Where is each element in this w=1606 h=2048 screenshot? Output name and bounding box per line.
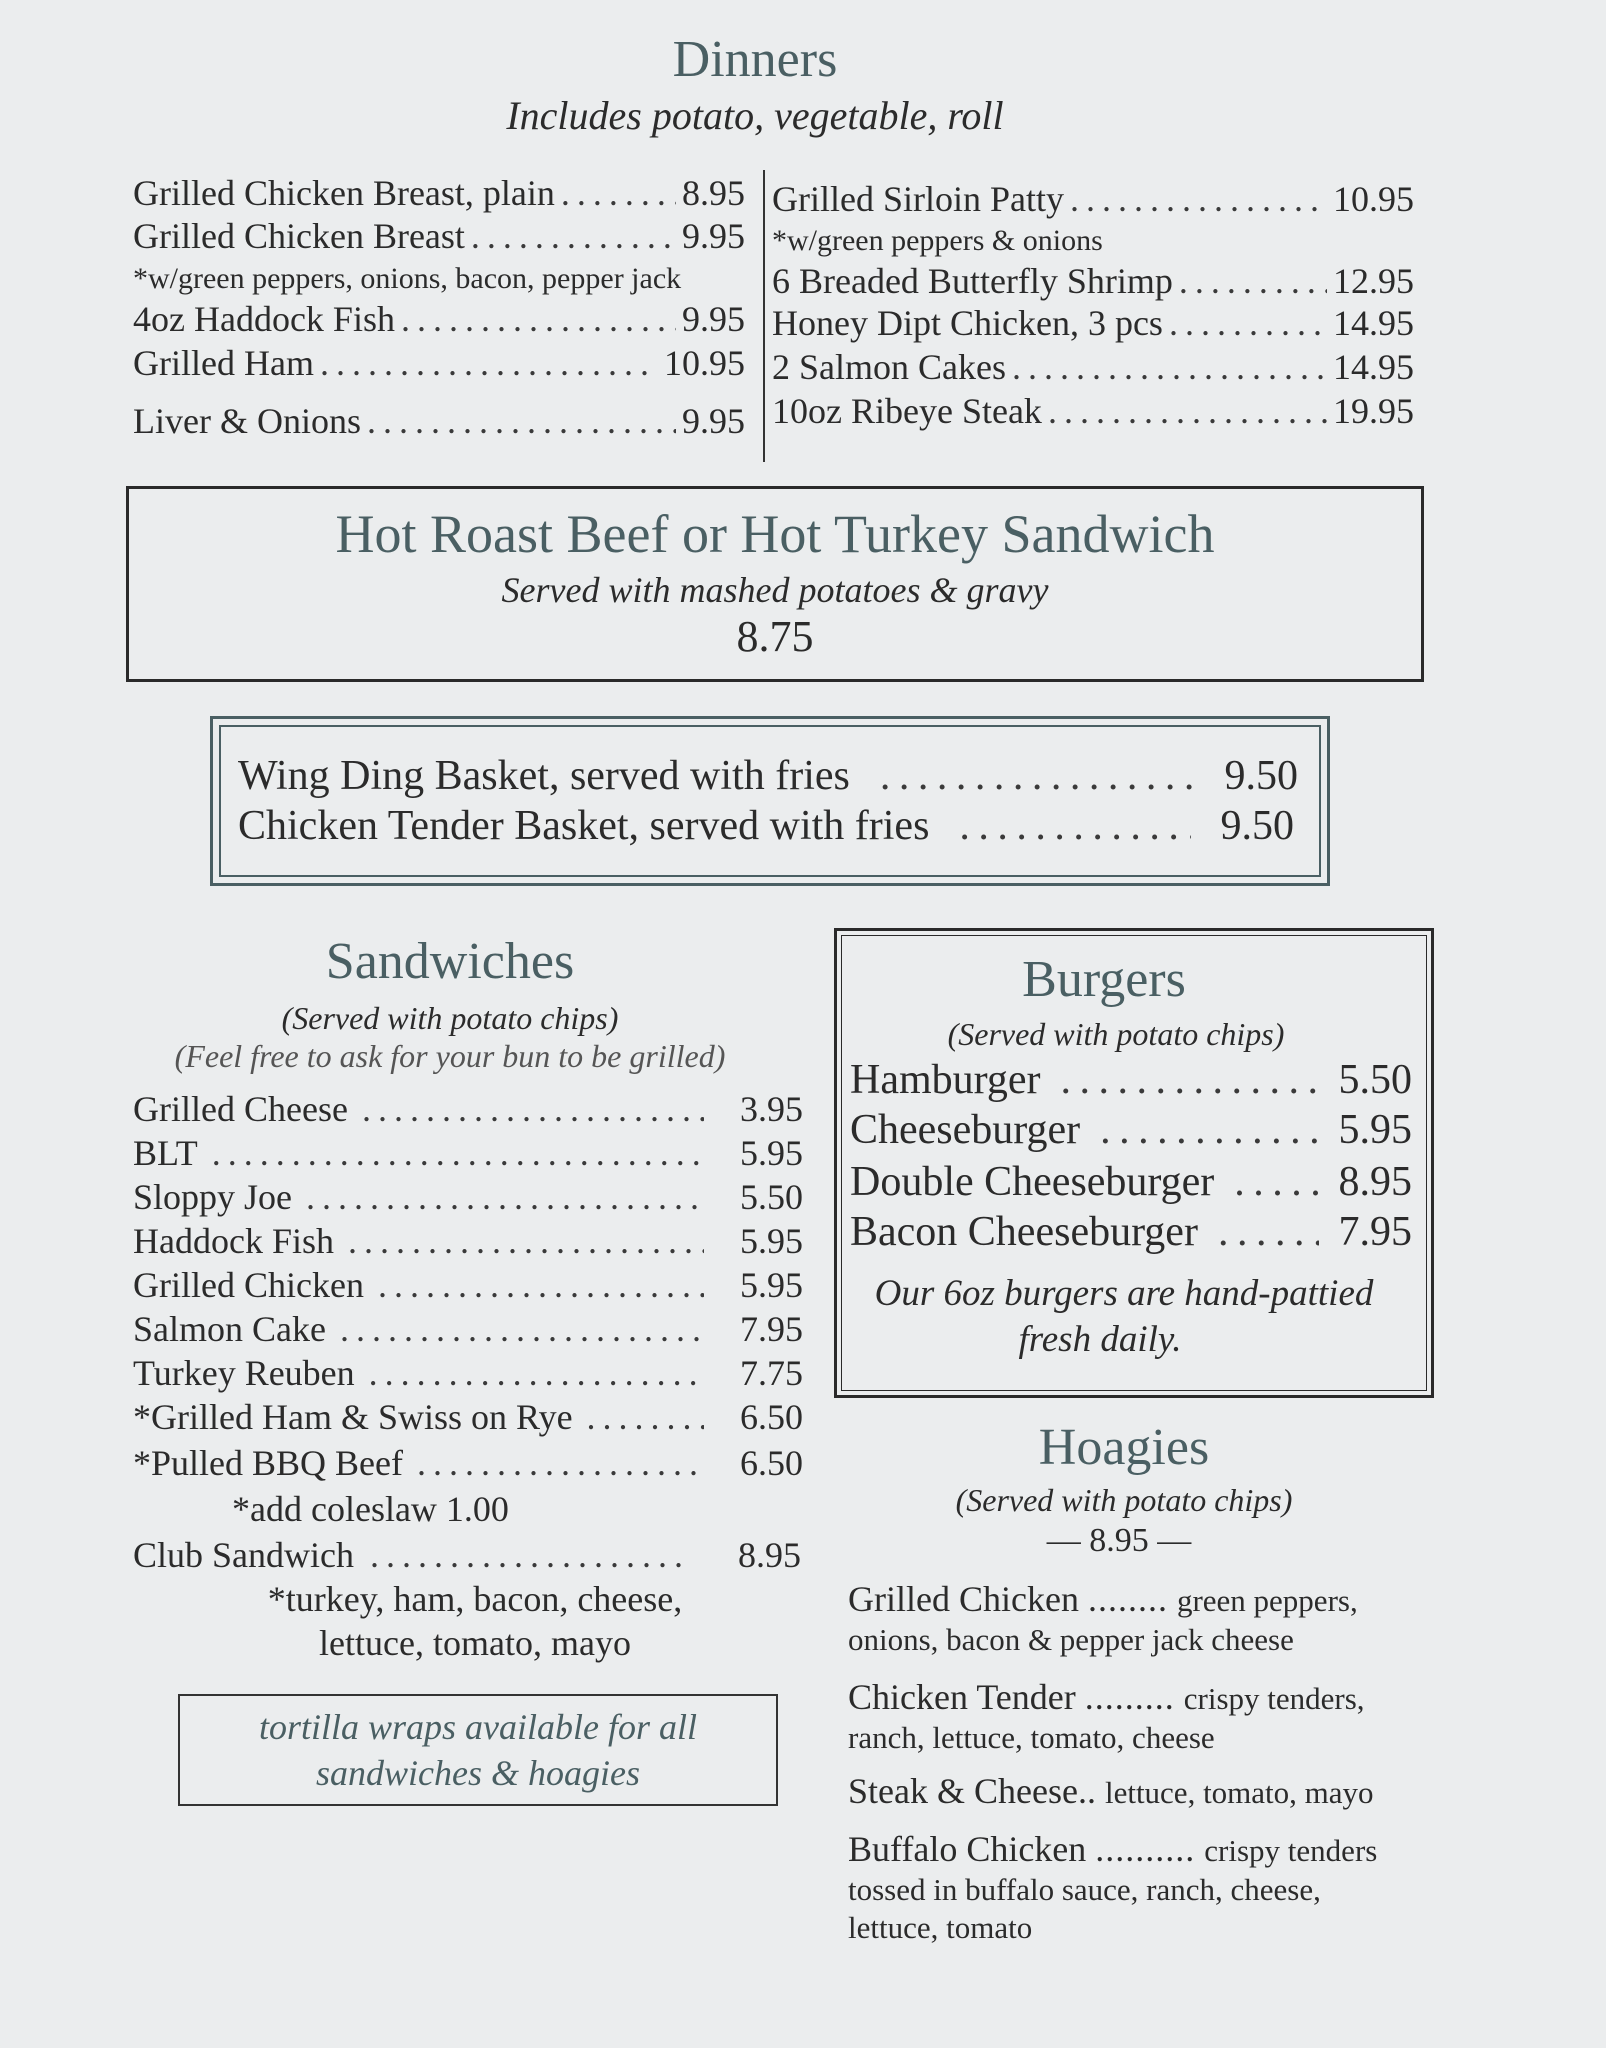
leader-dots [362,1088,704,1130]
leader-dots [561,172,676,214]
hoagie-name: Grilled Chicken [848,1579,1079,1619]
item-name: Grilled Chicken Breast [133,216,465,256]
hoagie-item [848,1578,1358,1620]
menu-item [850,1056,1412,1104]
leader-dots [340,1308,704,1350]
item-price: 3.95 [740,1089,803,1129]
menu-item [850,1106,1412,1154]
item-name: 10oz Ribeye Steak [772,391,1042,431]
item-name: Chicken Tender Basket, served with fries [238,803,930,849]
menu-item [133,1088,803,1130]
club-note: *turkey, ham, bacon, cheese, [267,1579,683,1619]
item-price: 9.95 [682,401,745,441]
leader-dots [1012,346,1327,388]
item-note: *w/green peppers, onions, bacon, pepper jack [133,262,682,295]
leader-dots [348,1220,704,1262]
menu-item [850,1208,1412,1256]
leader-dots [471,215,676,257]
item-name: BLT [133,1133,198,1173]
leader-dots [401,298,676,340]
item-name: Bacon Cheeseburger [850,1209,1198,1255]
hoagie-name: Steak & Cheese.. [848,1771,1096,1811]
hoagie-item [848,1676,1365,1718]
leader-dots [1218,1208,1319,1256]
leader-dots [1048,390,1327,432]
leader-dots [1061,1056,1319,1104]
leader-dots [367,400,676,442]
item-price: 14.95 [1333,347,1414,387]
item-name: Honey Dipt Chicken, 3 pcs [772,303,1163,343]
dinners-title: Dinners [672,31,838,88]
leader-dots: ......... [1084,1677,1175,1717]
item-price: 5.95 [740,1221,803,1261]
leader-dots: .......... [1095,1829,1196,1869]
item-name: Cheeseburger [850,1107,1081,1153]
item-price: 9.50 [1224,753,1298,799]
leader-dots [417,1442,704,1484]
item-name: Sloppy Joe [133,1177,293,1217]
item-price: 14.95 [1333,303,1414,343]
wraps-box [178,1694,778,1806]
menu-item [133,1220,803,1262]
hot-sandwich-price: 8.75 [736,612,814,661]
item-price: 9.95 [682,216,745,256]
menu-item [133,1308,803,1350]
hot-sandwich-box [126,486,1424,682]
hoagie-desc: crispy tenders [1204,1833,1378,1868]
burgers-note: Our 6oz burgers are hand-pattied [874,1273,1374,1314]
menu-item [133,1132,803,1174]
hoagie-desc-line: tossed in buffalo sauce, ranch, cheese, [848,1872,1321,1907]
item-name: *Grilled Ham & Swiss on Rye [133,1397,573,1437]
hoagie-desc-line: onions, bacon & pepper jack cheese [848,1622,1294,1657]
leader-dots [320,342,658,384]
menu-item [133,172,745,214]
hoagie-desc: lettuce, tomato, mayo [1104,1775,1374,1810]
menu-item [772,390,1414,432]
item-price: 6.50 [740,1397,803,1437]
burgers-title: Burgers [1022,951,1186,1008]
menu-item [133,342,745,384]
menu-item [772,302,1414,344]
item-name: Club Sandwich [133,1535,354,1575]
menu-item [772,346,1414,388]
item-name: 2 Salmon Cakes [772,347,1006,387]
item-price: 19.95 [1333,391,1414,431]
item-name: Double Cheeseburger [850,1159,1215,1205]
item-price: 10.95 [1333,179,1414,219]
item-price: 5.95 [1338,1107,1412,1153]
item-price: 7.95 [1338,1209,1412,1255]
leader-dots [1100,1106,1318,1154]
item-name: Grilled Chicken [133,1265,364,1305]
hot-sandwich-subtitle: Served with mashed potatoes & gravy [501,570,1049,610]
hoagie-item [848,1770,1374,1812]
item-price: 6.50 [740,1443,803,1483]
item-price: 5.95 [740,1265,803,1305]
item-price: 5.50 [1338,1057,1412,1103]
hoagie-desc-line: ranch, lettuce, tomato, cheese [848,1720,1215,1755]
leader-dots [1179,260,1327,302]
coleslaw-note: *add coleslaw 1.00 [232,1489,509,1529]
item-name: Wing Ding Basket, served with fries [238,753,850,799]
burgers-note: fresh daily. [1018,1319,1182,1360]
menu-item [850,1158,1412,1206]
hoagie-desc: green peppers, [1176,1583,1358,1618]
wraps-note: sandwiches & hoagies [316,1753,640,1793]
item-name: Grilled Cheese [133,1089,348,1129]
item-name: Salmon Cake [133,1309,326,1349]
hoagie-name: Chicken Tender [848,1677,1076,1717]
item-price: 8.95 [738,1535,801,1575]
hoagie-item [848,1828,1377,1870]
item-name: Grilled Chicken Breast, plain [133,173,555,213]
menu-item [133,400,745,442]
hoagie-name: Buffalo Chicken [848,1829,1087,1869]
item-price: 7.95 [740,1309,803,1349]
menu-item [133,298,745,340]
item-price: 8.95 [682,173,745,213]
menu-item [133,1176,803,1218]
menu-item [772,260,1414,302]
item-name: Grilled Sirloin Patty [772,179,1064,219]
item-price: 5.95 [740,1133,803,1173]
leader-dots [587,1396,704,1438]
item-name: Haddock Fish [133,1221,334,1261]
leader-dots [880,752,1195,800]
leader-dots [1070,178,1327,220]
item-price: 12.95 [1333,261,1414,301]
item-price: 9.50 [1220,803,1294,849]
leader-dots [959,802,1190,850]
item-name: 4oz Haddock Fish [133,299,395,339]
dinners-subtitle: Includes potato, vegetable, roll [506,93,1004,138]
hoagie-desc-line: lettuce, tomato [848,1910,1033,1945]
leader-dots [1234,1158,1318,1206]
menu-item [238,802,1294,850]
burgers-subtitle: (Served with potato chips) [947,1016,1285,1052]
baskets-box [210,716,1330,886]
menu-item [133,1442,803,1484]
hoagies-title: Hoagies [1038,1419,1210,1476]
leader-dots [306,1176,704,1218]
menu-item [133,1534,801,1576]
menu-item [133,215,745,257]
hot-sandwich-title: Hot Roast Beef or Hot Turkey Sandwich [335,504,1215,564]
sandwiches-subtitle-2: (Feel free to ask for your bun to be grilled) [174,1038,726,1074]
item-price: 10.95 [664,343,745,383]
hoagies-price: — 8.95 — [1046,1522,1192,1559]
sandwiches-subtitle: (Served with potato chips) [281,1000,619,1036]
club-note: lettuce, tomato, mayo [319,1623,631,1663]
item-name: 6 Breaded Butterfly Shrimp [772,261,1173,301]
item-name: Turkey Reuben [133,1353,355,1393]
leader-dots: ........ [1087,1579,1168,1619]
item-price: 5.50 [740,1177,803,1217]
item-name: Hamburger [850,1057,1041,1103]
hoagie-desc: crispy tenders, [1183,1681,1365,1716]
item-name: Liver & Onions [133,401,361,441]
menu-item [772,178,1414,220]
leader-dots [370,1534,688,1576]
menu-item [133,1396,803,1438]
item-price: 9.95 [682,299,745,339]
dinners-divider [763,170,765,462]
leader-dots [369,1352,704,1394]
item-note: *w/green peppers & onions [772,224,1103,257]
hoagies-subtitle: (Served with potato chips) [955,1482,1293,1518]
item-price: 8.95 [1338,1159,1412,1205]
item-name: Grilled Ham [133,343,314,383]
wraps-note: tortilla wraps available for all [258,1707,698,1747]
menu-item [133,1264,803,1306]
leader-dots [1169,302,1327,344]
menu-item [238,752,1298,800]
menu-item [133,1352,803,1394]
item-price: 7.75 [740,1353,803,1393]
leader-dots [212,1132,704,1174]
sandwiches-title: Sandwiches [325,933,575,990]
item-name: *Pulled BBQ Beef [133,1443,403,1483]
leader-dots [378,1264,704,1306]
